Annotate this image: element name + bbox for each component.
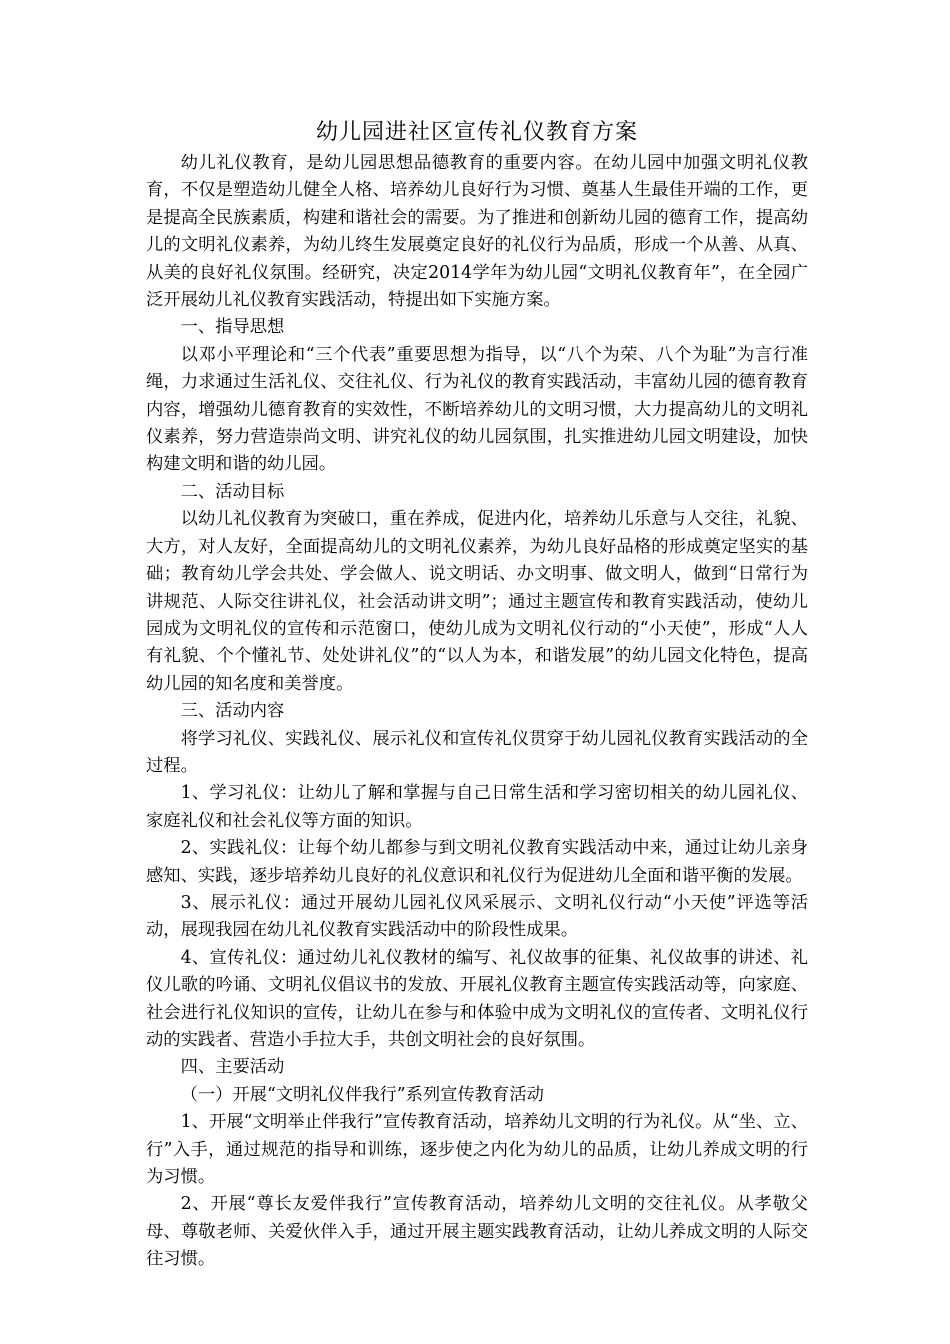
list-item-civil-behavior: 1、开展“文明举止伴我行”宣传教育活动，培养幼儿文明的行为礼仪。从“坐、立、行”入手，通过规范的指导和训练，逐步使之内化为幼儿的品质，让幼儿养成文明的行为习惯。: [146, 1112, 808, 1188]
activity-content-paragraph: 将学习礼仪、实践礼仪、展示礼仪和宣传礼仪贯穿于幼儿园礼仪教育实践活动的全过程。: [146, 728, 808, 776]
subsection-heading-civility-campaign: （一）开展“文明礼仪伴我行”系列宣传教育活动: [180, 1084, 544, 1105]
list-item-show-etiquette: 3、展示礼仪：通过开展幼儿园礼仪风采展示、文明礼仪行动“小天使”评选等活动，展现我园在幼儿礼仪教育实践活动中的阶段性成果。: [146, 892, 808, 941]
list-item-promote-etiquette: 4、宣传礼仪：通过幼儿礼仪教材的编写、礼仪故事的征集、礼仪故事的讲述、礼仪儿歌的吟诵、文明礼仪倡议书的发放、开展礼仪教育主题宣传实践活动等，向家庭、社会进行礼仪知识的宣传，让幼儿在参与和体验中成为文明礼仪的宣传者、文明礼仪行动的实践者、营造小手拉大手，共创文明社会的良好氛围。: [146, 947, 808, 1050]
intro-paragraph: 幼儿礼仪教育，是幼儿园思想品德教育的重要内容。在幼儿园中加强文明礼仪教育，不仅是塑造幼儿健全人格、培养幼儿良好行为习惯、奠基人生最佳开端的工作，更是提高全民族素质，构建和谐社会的需要。为了推进和创新幼儿园的德育工作，提高幼儿的文明礼仪素养，为幼儿终生发展奠定良好的礼仪行为品质，形成一个从善、从真、从美的良好礼仪氛围。经研究，决定2014学年为幼儿园“文明礼仪教育年”，在全园广泛开展幼儿礼仪教育实践活动，特提出如下实施方案。: [146, 153, 808, 311]
document-page: [146, 118, 808, 1274]
document-title: 幼儿园进社区宣传礼仪教育方案: [315, 120, 638, 145]
section-heading-main-activities: 四、主要活动: [180, 1057, 285, 1078]
list-item-practice-etiquette: 2、实践礼仪：让每个幼儿都参与到文明礼仪教育实践活动中来，通过让幼儿亲身感知、实践，逐步培养幼儿良好的礼仪意识和礼仪行为促进幼儿全面和谐平衡的发展。: [146, 838, 808, 886]
section-heading-activity-content: 三、活动内容: [180, 701, 285, 722]
activity-goals-paragraph: 以幼儿礼仪教育为突破口，重在养成，促进内化，培养幼儿乐意与人交往，礼貌、大方，对人友好，全面提高幼儿的文明礼仪素养，为幼儿良好品格的形成奠定坚实的基础；教育幼儿学会共处、学会做人、说文明话、办文明事、做文明人，做到“日常行为讲规范、人际交往讲礼仪，社会活动讲文明”；通过主题宣传和教育实践活动，使幼儿园成为文明礼仪的宣传和示范窗口，使幼儿成为文明礼仪行动的“小天使”，形成“人人有礼貌、个个懂礼节、处处讲礼仪”的“以人为本，和谐发展”的幼儿园文化特色，提高幼儿园的知名度和美誉度。: [146, 509, 808, 694]
section-heading-guiding-ideology: 一、指导思想: [180, 317, 285, 338]
guiding-ideology-paragraph: 以邓小平理论和“三个代表”重要思想为指导，以“八个为荣、八个为耻”为言行准绳，力求通过生活礼仪、交往礼仪、行为礼仪的教育实践活动，丰富幼儿园的德育教育内容，增强幼儿德育教育的实效性，不断培养幼儿的文明习惯，大力提高幼儿的文明礼仪素养，努力营造崇尚文明、讲究礼仪的幼儿园氛围，扎实推进幼儿园文明建设，加快构建文明和谐的幼儿园。: [146, 344, 808, 475]
section-heading-activity-goals: 二、活动目标: [180, 481, 285, 502]
list-item-learn-etiquette: 1、学习礼仪：让幼儿了解和掌握与自己日常生活和学习密切相关的幼儿园礼仪、家庭礼仪和社会礼仪等方面的知识。: [146, 783, 808, 831]
list-item-respect-elders: 2、开展“尊长友爱伴我行”宣传教育活动，培养幼儿文明的交往礼仪。从孝敬父母、尊敬老师、关爱伙伴入手，通过开展主题实践教育活动，让幼儿养成文明的人际交往习惯。: [146, 1194, 808, 1270]
